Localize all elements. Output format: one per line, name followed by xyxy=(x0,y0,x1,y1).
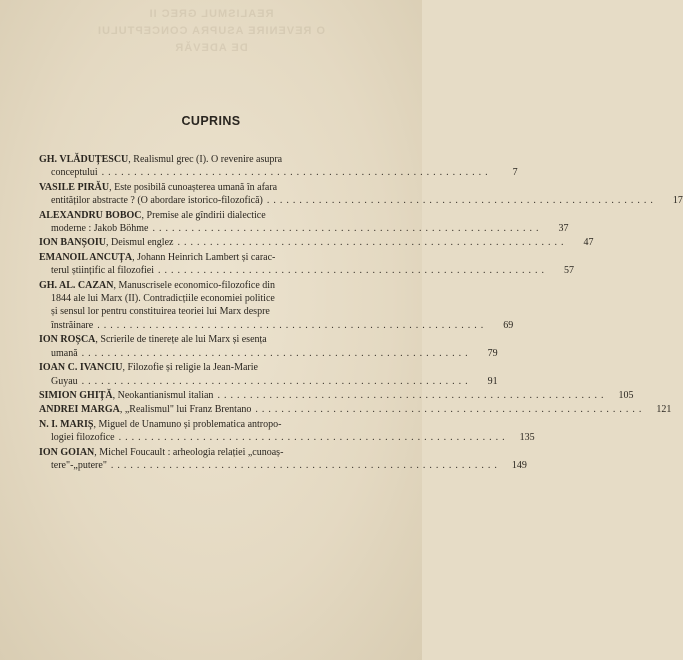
toc-author: IOAN C. IVANCIU xyxy=(39,362,123,374)
toc-entry xyxy=(39,236,594,249)
toc-author: GH. VLĂDUȚESCU xyxy=(39,154,129,165)
toc-author: N. I. MARIȘ xyxy=(39,418,94,430)
dot-leader: ............................................................ xyxy=(177,237,568,249)
dot-leader: ............................................................ xyxy=(97,319,488,331)
toc-title-line: , Neokantianismul italian xyxy=(112,389,214,401)
dot-leader: ............................................................ xyxy=(118,432,509,444)
dot-leader: ............................................................ xyxy=(152,223,543,235)
toc-entry xyxy=(39,181,683,208)
toc-entry xyxy=(39,403,672,416)
page-number: 37 xyxy=(558,223,569,235)
page-number: 79 xyxy=(487,347,498,359)
page-number: 105 xyxy=(618,389,634,401)
page-number: 69 xyxy=(503,319,514,331)
dot-leader: ............................................................ xyxy=(81,375,472,387)
toc-title-line: , Premise ale gîndirii dialectice xyxy=(141,209,266,221)
toc-title-line: , Miguel de Unamuno și problematica antropo- xyxy=(93,418,282,430)
dot-leader: ............................................................ xyxy=(158,265,549,277)
bleed-through-text: REALISMUL GREC II O REVENIRE ASUPRA CONCEPTULUI DE ADEVĂR xyxy=(96,8,326,54)
toc-title-line: , „Realismul" lui Franz Brentano xyxy=(119,404,252,416)
toc-title-line: , Scrierile de tinerețe ale lui Marx și esența xyxy=(95,334,267,346)
toc-title-line: 1844 ale lui Marx (II). Contradicțiile economiei politice xyxy=(51,293,275,305)
dot-leader: ............................................................ xyxy=(255,404,646,416)
toc-entry xyxy=(39,251,575,278)
toc-title-line: logiei filozofice xyxy=(51,432,115,444)
toc-entry xyxy=(39,446,527,473)
toc-author: ION BANȘOIU xyxy=(39,237,106,249)
page-number: 57 xyxy=(564,265,575,277)
page-number: 17 xyxy=(672,195,683,207)
page-number: 121 xyxy=(656,404,672,416)
dot-leader: ............................................................ xyxy=(266,195,657,207)
toc-entry xyxy=(39,418,535,445)
toc-entry xyxy=(39,153,518,180)
toc-entry xyxy=(39,333,498,360)
toc-title-line: terul științific al filozofiei xyxy=(51,265,155,277)
toc-title-line: entităților abstracte ? (O abordare istorico-filozofică) xyxy=(51,195,263,207)
toc-title-line: tere"-„putere" xyxy=(51,459,107,471)
dot-leader: ............................................................ xyxy=(81,347,472,359)
table-of-contents xyxy=(39,153,683,473)
toc-title-line: , Este posibilă cunoașterea umană în afara xyxy=(109,181,278,193)
dot-leader: ............................................................ xyxy=(217,389,608,401)
toc-author: VASILE PIRĂU xyxy=(39,181,110,193)
toc-author: ION ROȘCA xyxy=(39,334,96,346)
toc-entry xyxy=(39,209,569,236)
page-number: 47 xyxy=(583,237,594,249)
dot-leader: ............................................................ xyxy=(101,167,492,179)
page-number: 149 xyxy=(511,459,527,471)
dot-leader: ............................................................ xyxy=(110,459,501,471)
page-number: 7 xyxy=(512,167,518,179)
toc-title-line: , Deismul englez xyxy=(105,237,174,249)
toc-author: ANDREI MARGA xyxy=(39,404,120,416)
toc-title-line: , Filozofie și religie la Jean-Marie xyxy=(122,362,258,374)
toc-title-line: și sensul lor pentru constituirea teoriei lui Marx despre xyxy=(51,306,270,318)
toc-entry xyxy=(39,361,498,388)
toc-author: ALEXANDRU BOBOC xyxy=(39,209,142,221)
toc-title-line: conceptului xyxy=(51,167,98,179)
toc-author: GH. AL. CAZAN xyxy=(39,279,114,291)
page-number: 135 xyxy=(519,432,535,444)
toc-title-line: umană xyxy=(51,347,78,359)
page-title: CUPRINS xyxy=(181,114,241,128)
toc-title-line: , Manuscrisele economico-filozofice din xyxy=(113,279,276,291)
toc-title-line: Guyau xyxy=(51,375,78,387)
toc-author: EMANOIL ANCUȚA xyxy=(39,251,133,263)
toc-title-line: înstrăinare xyxy=(51,319,94,331)
toc-entry xyxy=(39,279,514,333)
page-number: 91 xyxy=(487,375,498,387)
toc-title-line: moderne : Jakob Böhme xyxy=(51,223,149,235)
toc-author: SIMION GHIȚĂ xyxy=(39,389,113,401)
toc-entry xyxy=(39,389,634,402)
toc-title-line: , Michel Foucault : arheologia relației „cunoaș- xyxy=(94,446,284,458)
toc-author: ION GOIAN xyxy=(39,446,95,458)
toc-title-line: , Realismul grec (I). O revenire asupra xyxy=(128,154,283,165)
toc-title-line: , Johann Heinrich Lambert și carac- xyxy=(132,251,276,263)
